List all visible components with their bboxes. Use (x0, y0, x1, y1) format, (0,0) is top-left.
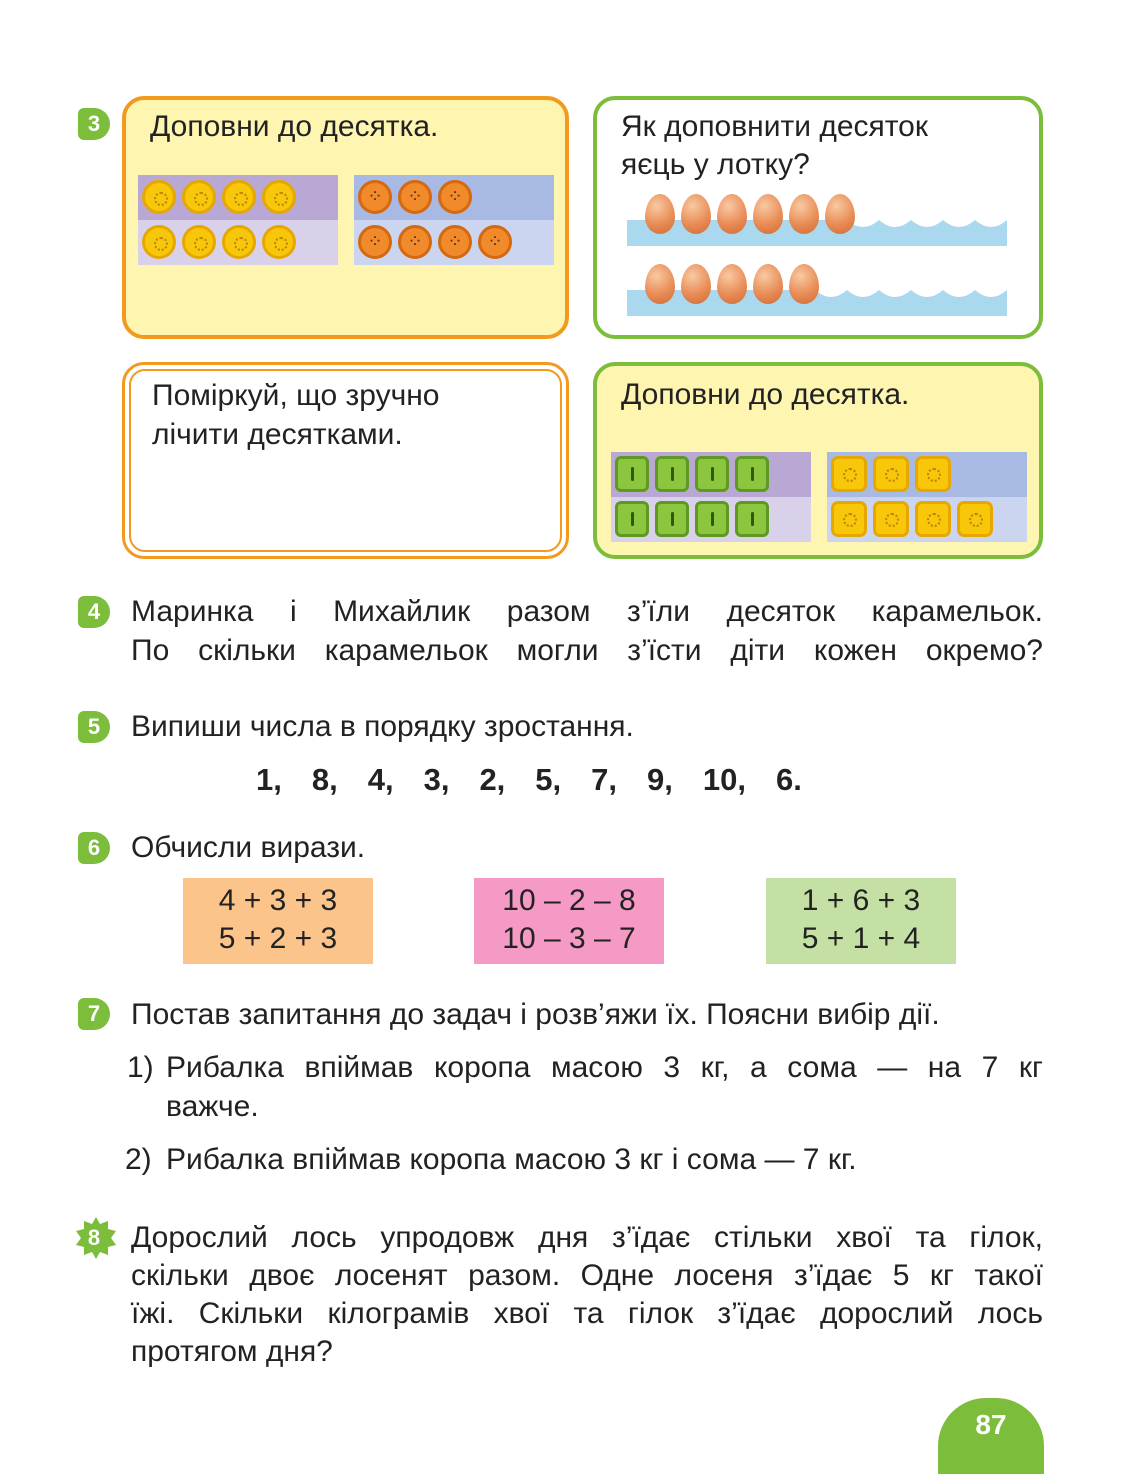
task8-text-line2: скільки двоє лосенят разом. Одне лосеня з’їдає 5 кг такої (131, 1259, 1043, 1292)
yellow-square-button-icon (957, 501, 993, 537)
expression: 5 + 2 + 3 (218, 922, 338, 955)
button-tray-green (611, 452, 811, 542)
task6-text: Обчисли вирази. (131, 831, 366, 864)
box-text-line2: яєць у лотку? (621, 148, 810, 181)
yellow-button-icon (182, 225, 216, 259)
egg-tray (627, 194, 1007, 246)
egg-icon (789, 194, 819, 234)
expression-box (474, 878, 664, 964)
egg-icon (717, 264, 747, 304)
expression-box (766, 878, 956, 964)
yellow-square-button-icon (873, 456, 909, 492)
sequence-number: 5, (535, 762, 562, 797)
button-tray-yellow-square (827, 452, 1027, 542)
green-square-button-icon (695, 501, 729, 537)
task3-box-complete-ten-buttons (122, 96, 569, 339)
green-square-button-icon (735, 456, 769, 492)
expression: 10 – 3 – 7 (502, 922, 636, 955)
task-number-badge: 7 (78, 998, 110, 1030)
egg-icon (681, 194, 711, 234)
task5-text: Випиши числа в порядку зростання. (131, 710, 634, 743)
yellow-button-icon (182, 180, 216, 214)
problem-label: 1) (127, 1051, 154, 1084)
task-number-badge: 6 (78, 832, 110, 864)
box-text-line1: Поміркуй, що зручно (152, 379, 440, 412)
expression-box (183, 878, 373, 964)
task4-text-line2: По скільки карамельок могли з’їсти діти кожен окремо? (131, 634, 1043, 667)
green-square-button-icon (695, 456, 729, 492)
egg-icon (645, 194, 675, 234)
yellow-button-icon (142, 180, 176, 214)
sequence-number: 8, (311, 762, 338, 797)
egg-icon (825, 194, 855, 234)
sequence-number: 4, (367, 762, 394, 797)
task3-box-think (122, 362, 569, 559)
button-tray-yellow (138, 175, 338, 265)
egg-tray (627, 264, 1007, 316)
task8-text-line3: їжі. Скільки кілограмів хвої та гілок з’їдає дорослий лось (131, 1297, 1043, 1330)
star-badge-icon (74, 1216, 118, 1260)
green-square-button-icon (655, 501, 689, 537)
green-square-button-icon (615, 456, 649, 492)
expression: 4 + 3 + 3 (218, 884, 338, 917)
sequence-number: 6. (775, 762, 802, 797)
box-text-line1: Як доповнити десяток (621, 110, 928, 143)
yellow-button-icon (222, 180, 256, 214)
problem1-line1: Рибалка впіймав коропа масою 3 кг, а сома — на 7 кг (166, 1051, 1043, 1084)
egg-icon (645, 264, 675, 304)
task3-box-complete-ten-square-buttons (593, 362, 1043, 559)
task-number-badge: 4 (78, 596, 110, 628)
sequence-number: 10, (702, 762, 746, 797)
box-text: Доповни до десятка. (621, 378, 910, 411)
sequence-number: 7, (591, 762, 618, 797)
egg-icon (717, 194, 747, 234)
expression: 1 + 6 + 3 (801, 884, 921, 917)
page-number: 87 (938, 1398, 1044, 1474)
box-text-line2: лічити десятками. (152, 418, 403, 451)
orange-button-icon (398, 225, 432, 259)
egg-icon (753, 264, 783, 304)
number-sequence (256, 760, 802, 800)
box-text: Доповни до десятка. (150, 110, 439, 143)
green-square-button-icon (735, 501, 769, 537)
orange-button-icon (358, 225, 392, 259)
task-number-badge: 5 (78, 711, 110, 743)
egg-icon (681, 264, 711, 304)
orange-button-icon (398, 180, 432, 214)
sequence-number: 1, (256, 762, 282, 797)
yellow-square-button-icon (873, 501, 909, 537)
task3-box-eggs-tray (593, 96, 1043, 339)
task8-text-line1: Дорослий лось упродовж дня з’їдає стільки хвої та гілок, (131, 1221, 1043, 1254)
problem2-text: Рибалка впіймав коропа масою 3 кг і сома — 7 кг. (166, 1143, 857, 1176)
yellow-square-button-icon (915, 501, 951, 537)
task4-text-line1: Маринка і Михайлик разом з’їли десяток карамельок. (131, 595, 1043, 628)
egg-icon (753, 194, 783, 234)
task8-text-line4: протягом дня? (131, 1335, 333, 1368)
yellow-button-icon (262, 180, 296, 214)
green-square-button-icon (615, 501, 649, 537)
sequence-number: 2, (479, 762, 506, 797)
expression: 10 – 2 – 8 (502, 884, 636, 917)
yellow-square-button-icon (831, 501, 867, 537)
orange-button-icon (358, 180, 392, 214)
yellow-square-button-icon (915, 456, 951, 492)
task-number-badge: 3 (78, 108, 110, 140)
task-number: 8 (87, 1225, 101, 1250)
sequence-number: 3, (423, 762, 450, 797)
problem1-line2: важче. (166, 1090, 259, 1123)
yellow-square-button-icon (831, 456, 867, 492)
yellow-button-icon (142, 225, 176, 259)
expression: 5 + 1 + 4 (801, 922, 921, 955)
egg-icon (789, 264, 819, 304)
task7-text: Постав запитання до задач і розв’яжи їх. Поясни вибір дії. (131, 998, 940, 1031)
yellow-button-icon (222, 225, 256, 259)
green-square-button-icon (655, 456, 689, 492)
orange-button-icon (478, 225, 512, 259)
orange-button-icon (438, 225, 472, 259)
orange-button-icon (438, 180, 472, 214)
yellow-button-icon (262, 225, 296, 259)
button-tray-orange (354, 175, 554, 265)
sequence-number: 9, (647, 762, 673, 797)
problem-label: 2) (125, 1143, 152, 1176)
